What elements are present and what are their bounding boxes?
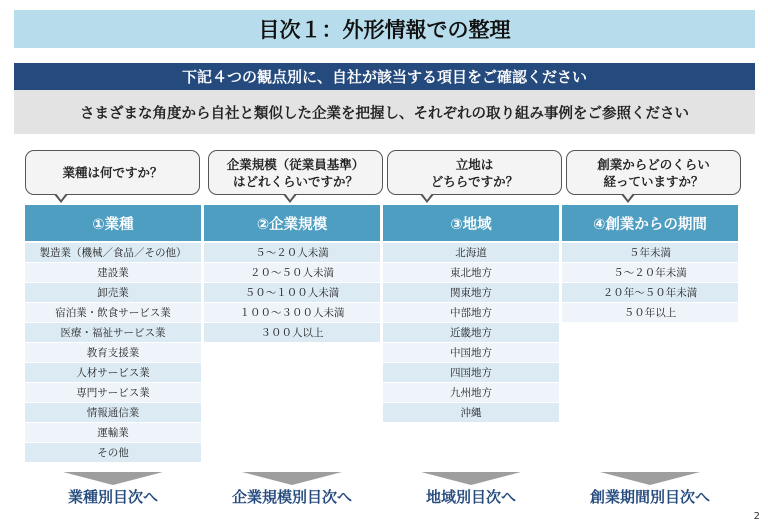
list-item: １００～３００人未満 <box>204 303 380 322</box>
column-header-industry: ①業種 <box>25 205 201 241</box>
list-item: 沖縄 <box>383 403 559 422</box>
list-item: 運輸業 <box>25 423 201 442</box>
question-bubble-founding-period: 創業からどのくらい 経っていますか？ <box>566 150 741 195</box>
toc-link-company-size[interactable]: 企業規模別目次へ <box>231 488 352 506</box>
bubble-tail-inner <box>284 192 296 200</box>
question-bubble-region: 立地は どちらですか？ <box>387 150 562 195</box>
item-list <box>204 243 380 343</box>
list-item: 四国地方 <box>383 363 559 382</box>
item-list <box>25 243 201 463</box>
down-arrow-icon <box>63 472 163 485</box>
toc-link-industry[interactable]: 業種別目次へ <box>67 488 158 506</box>
list-item: ５～２０年未満 <box>562 263 738 282</box>
down-arrow-icon <box>242 472 342 485</box>
column-header-founding-period: ④創業からの期間 <box>562 205 738 241</box>
column-header-region: ③地域 <box>383 205 559 241</box>
instruction-banner: 下記４つの観点別に、自社が該当する項目をご確認ください <box>14 63 755 90</box>
list-item: ５～２０人未満 <box>204 243 380 262</box>
list-item: 中国地方 <box>383 343 559 362</box>
item-list <box>562 243 738 323</box>
list-item: 人材サービス業 <box>25 363 201 382</box>
toc-link-founding-period[interactable]: 創業期間別目次へ <box>589 488 710 506</box>
list-item: ２０～５０人未満 <box>204 263 380 282</box>
list-item: 中部地方 <box>383 303 559 322</box>
list-item: 情報通信業 <box>25 403 201 422</box>
bubble-tail-inner <box>622 192 634 200</box>
list-item: 宿泊業・飲食サービス業 <box>25 303 201 322</box>
column-header-company-size: ②企業規模 <box>204 205 380 241</box>
list-item: ５年未満 <box>562 243 738 262</box>
list-item: ５０～１００人未満 <box>204 283 380 302</box>
list-item: 医療・福祉サービス業 <box>25 323 201 342</box>
list-item: ３００人以上 <box>204 323 380 342</box>
item-list <box>383 243 559 423</box>
list-item: 専門サービス業 <box>25 383 201 402</box>
list-item: 卸売業 <box>25 283 201 302</box>
list-item: 九州地方 <box>383 383 559 402</box>
list-item: 教育支援業 <box>25 343 201 362</box>
sub-instruction-banner: さまざまな角度から自社と類似した企業を把握し、それぞれの取り組み事例をご参照ください <box>14 90 755 134</box>
list-item: 製造業（機械／食品／その他） <box>25 243 201 262</box>
list-item: ５０年以上 <box>562 303 738 322</box>
list-item: ２０年～５０年未満 <box>562 283 738 302</box>
down-arrow-icon <box>600 472 700 485</box>
question-bubble-industry: 業種は何ですか？ <box>25 150 200 195</box>
list-item: その他 <box>25 443 201 462</box>
list-item: 東北地方 <box>383 263 559 282</box>
list-item: 北海道 <box>383 243 559 262</box>
bubble-tail-inner <box>55 192 67 200</box>
list-item: 建設業 <box>25 263 201 282</box>
down-arrow-icon <box>421 472 521 485</box>
list-item: 関東地方 <box>383 283 559 302</box>
page-number: 2 <box>753 511 760 522</box>
question-bubble-company-size: 企業規模（従業員基準） はどれくらいですか？ <box>208 150 383 195</box>
bubble-tail-inner <box>421 192 433 200</box>
page-title: 目次１：外形情報での整理 <box>14 10 755 48</box>
list-item: 近畿地方 <box>383 323 559 342</box>
toc-link-region[interactable]: 地域別目次へ <box>425 488 516 506</box>
